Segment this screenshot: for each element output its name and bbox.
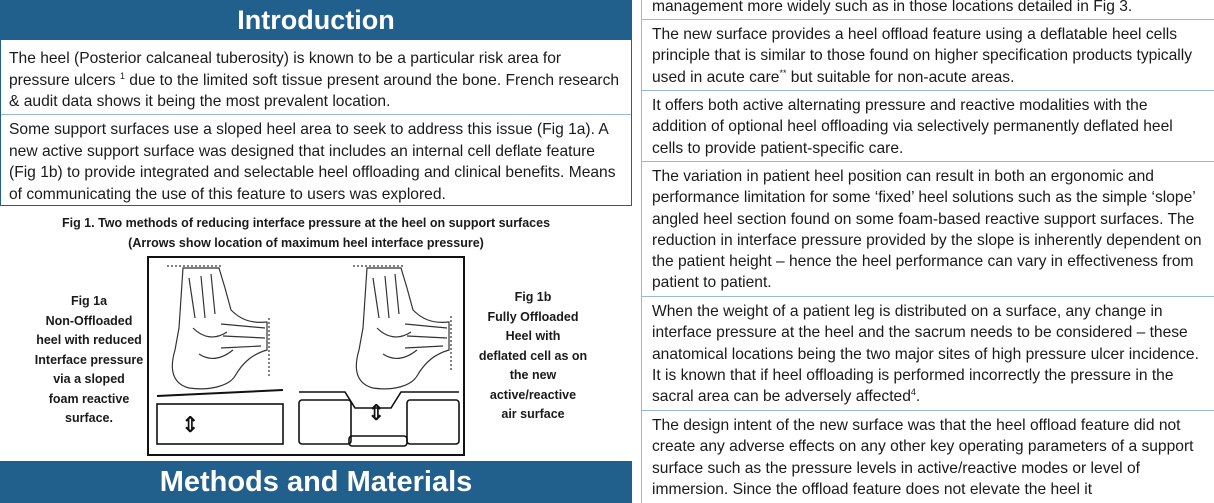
- caption-line: air surface: [501, 407, 565, 421]
- sloped-foam-surface: [157, 390, 283, 396]
- caption-line: Fully Offloaded: [487, 309, 579, 324]
- paragraph-divider: [642, 19, 1214, 20]
- citation-asterisks: **: [779, 67, 787, 78]
- right-paragraph-1: [642, 24, 1214, 88]
- pressure-arrow-1b: ⇕: [367, 401, 386, 426]
- caption-line: Heel with: [505, 329, 561, 343]
- figure-subtitle: (Arrows show location of maximum heel interface pressure): [128, 236, 484, 250]
- introduction-box: [0, 40, 632, 206]
- right-paragraph-4: [642, 301, 1214, 407]
- caption-line: the new: [509, 368, 557, 382]
- caption-line: via a sloped: [53, 372, 125, 386]
- citation-4: 4: [910, 387, 916, 397]
- caption-line: Non-Offloaded: [45, 313, 133, 328]
- fig-1a-caption: [14, 292, 164, 429]
- pressure-arrow-1a: ⇕: [181, 413, 200, 438]
- foot-illustration-1b: [353, 266, 451, 389]
- air-cell-left: [299, 400, 351, 444]
- foam-block-1a: [157, 404, 283, 444]
- caption-line: foam reactive: [48, 391, 130, 406]
- paragraph-divider: [642, 90, 1214, 91]
- right-column: [641, 0, 1214, 503]
- foot-illustration-1a: [167, 266, 269, 389]
- right-paragraph-3: The variation in patient heel position can result in both an ergonomic and performance limitation for some ‘fixed’ heel solutions such as the simple ‘slope’ angled heel section found on some foam-based reactive support surfaces. The reduction in interface pressure provided by the slope is inherently dependent on the patient height – hence the heel performance can vary in effectiveness from patient to patient.: [652, 168, 1202, 292]
- heel-diagrams: [149, 258, 463, 454]
- intro-paragraph-2: Some support surfaces use a sloped heel area to seek to address this issue (Fig 1a). A new active support surface was designed that includes an internal cell deflate feature (Fig 1b) to provide integrated and selectable heel offloading and clinical benefits. Means of communicating the use of this feature to users was explored.: [9, 121, 616, 203]
- right-paragraph-2: It offers both active alternating pressure and reactive modalities with the addition of optional heel offloading via selectively permanently deflated heel cells to provide patient-specific care.: [652, 97, 1173, 157]
- fig-1b-caption: [468, 288, 598, 425]
- caption-line: Fig 1b: [514, 290, 552, 304]
- caption-line: heel with reduced: [36, 333, 142, 347]
- r4-text-a: When the weight of a patient leg is distributed on a surface, any change in interface pressure at the heel and the sacrum needs to be considered – these anatomical locations being the two major sites of high pressure ulcer incidence. It is known that if heel offloading is performed incorrectly the pressure in the sacral area can be adversely affected: [652, 303, 1199, 406]
- heel-offloading-figure: [147, 256, 465, 456]
- caption-line: Interface pressure: [34, 352, 144, 367]
- methods-heading: Methods and Materials: [0, 461, 632, 503]
- r1-text-a: The new surface provides a heel offload feature using a deflatable heel cells principle that is similar to those found on higher specification products typically used in acute care: [652, 26, 1192, 86]
- right-paragraph-5: The design intent of the new surface was that the heel offload feature did not create any adverse effects on any other key operating parameters of a support surface such as the pressure levels in active/reactive modes or level of immersion. Since the offload feature does not elevate the heel it: [652, 417, 1194, 498]
- figure-title: Fig 1. Two methods of reducing interface pressure at the heel on support surfaces: [61, 216, 551, 230]
- paragraph-divider: [642, 410, 1214, 411]
- r4-text-b: .: [915, 388, 921, 406]
- intro-paragraph-1: [1, 48, 631, 113]
- caption-line: surface.: [65, 411, 113, 425]
- citation-1: 1: [119, 70, 125, 81]
- paragraph-divider: [642, 161, 1214, 162]
- paragraph-divider: [1, 114, 631, 115]
- introduction-heading: Introduction: [0, 0, 632, 40]
- intro-p1-text-b: due to the limited soft tissue present around the bone. French research & audit data shows it being the most prevalent location.: [9, 71, 620, 110]
- caption-line: Fig 1a: [70, 294, 108, 308]
- paragraph-divider: [642, 296, 1214, 297]
- deflated-cell: [349, 436, 407, 446]
- r1-text-b: but suitable for non-acute areas.: [786, 68, 1015, 86]
- caption-line: active/reactive: [489, 387, 577, 402]
- caption-line: deflated cell as on: [478, 348, 588, 363]
- right-paragraph-0: management more widely such as in those locations detailed in Fig 3.: [652, 0, 1133, 15]
- air-cell-right: [407, 400, 459, 444]
- intro-p1-text-a: The heel (Posterior calcaneal tuberosity) is known to be a particular risk area for pressure ulcers: [9, 50, 562, 89]
